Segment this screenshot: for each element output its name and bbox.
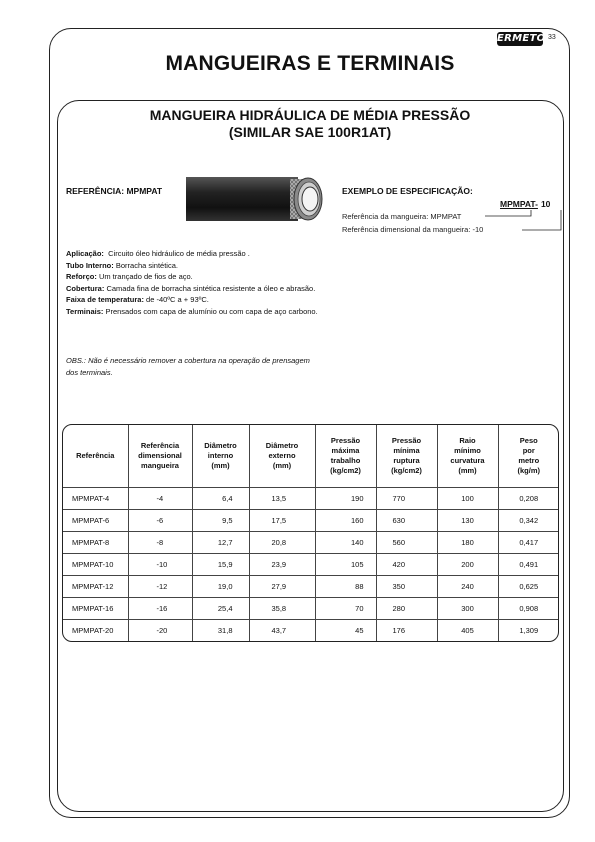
table-cell: 27,9 xyxy=(249,576,315,598)
table-header-row xyxy=(63,425,559,488)
column-header: Diâmetro interno (mm) xyxy=(192,425,249,488)
table-cell: 130 xyxy=(437,510,498,532)
table-cell: 19,0 xyxy=(192,576,249,598)
table-cell: 240 xyxy=(437,576,498,598)
reinforcement-text: Um trançado de fios de aço. xyxy=(98,272,193,281)
table-cell: 15,9 xyxy=(192,554,249,576)
table-cell: 180 xyxy=(437,532,498,554)
table-cell: 405 xyxy=(437,620,498,642)
table-row xyxy=(63,576,559,598)
table-cell: MPMPAT-16 xyxy=(63,598,128,620)
table-cell: -12 xyxy=(128,576,192,598)
table-cell: 88 xyxy=(315,576,376,598)
code-hose-ref: MPMPAT- xyxy=(500,199,538,209)
table-cell: 23,9 xyxy=(249,554,315,576)
ermeto-logo: ERMETO xyxy=(497,33,546,44)
table-cell: 35,8 xyxy=(249,598,315,620)
table-cell: MPMPAT-10 xyxy=(63,554,128,576)
table-cell: 140 xyxy=(315,532,376,554)
spec-connector-lines xyxy=(480,198,565,236)
table-cell: 70 xyxy=(315,598,376,620)
table-cell: MPMPAT-6 xyxy=(63,510,128,532)
table-row xyxy=(63,488,559,510)
table-cell: 0,491 xyxy=(498,554,559,576)
table-cell: 31,8 xyxy=(192,620,249,642)
table-cell: 9,5 xyxy=(192,510,249,532)
cover-text: Camada fina de borracha sintética resistente a óleo e abrasão. xyxy=(106,283,316,293)
table-cell: -4 xyxy=(128,488,192,510)
column-header: Raio mínimo curvatura (mm) xyxy=(437,425,498,488)
hose-image xyxy=(186,174,330,224)
table-cell: -20 xyxy=(128,620,192,642)
spec-hose-reference: Referência da mangueira: MPMPAT xyxy=(342,212,462,221)
table-cell: MPMPAT-4 xyxy=(63,488,128,510)
table-cell: 200 xyxy=(437,554,498,576)
section-subtitle: (SIMILAR SAE 100R1AT) xyxy=(228,124,392,140)
column-header: Referência dimensional mangueira xyxy=(128,425,192,488)
table-cell: 350 xyxy=(376,576,437,598)
table-cell: MPMPAT-12 xyxy=(63,576,128,598)
column-header: Pressão mínima ruptura (kg/cm2) xyxy=(376,425,437,488)
product-description: Aplicação: Circuito óleo hidráulico de média pressão . Tubo Interno: Borracha sintética. Reforço: Um trançado de fios de aço. Cobertura: Camada fina de borracha sintética resistente a óleo e abrasão. Faixa de temperatura: de -40ºC a + 93ºC. Terminais: Prensados com capa de alumínio ou com capa de aço carbono. xyxy=(66,249,318,316)
table-cell: 13,5 xyxy=(249,488,315,510)
page-number: 33 xyxy=(548,34,556,41)
table-cell: 300 xyxy=(437,598,498,620)
table-cell: 0,417 xyxy=(498,532,559,554)
table-cell: 17,5 xyxy=(249,510,315,532)
page-title: MANGUEIRAS E TERMINAIS xyxy=(165,52,455,75)
table-row xyxy=(63,532,559,554)
table-row xyxy=(63,598,559,620)
column-header: Referência xyxy=(63,425,128,488)
table-cell: 0,342 xyxy=(498,510,559,532)
table-cell: 770 xyxy=(376,488,437,510)
table-cell: MPMPAT-8 xyxy=(63,532,128,554)
table-cell: 160 xyxy=(315,510,376,532)
table-cell: -16 xyxy=(128,598,192,620)
fittings-text: Prensados com capa de alumínio ou com capa de aço carbono. xyxy=(105,306,318,316)
specification-example-label: EXEMPLO DE ESPECIFICAÇÃO: xyxy=(342,186,473,196)
table-cell: 0,908 xyxy=(498,598,559,620)
table-cell: 0,208 xyxy=(498,488,559,510)
table-cell: 25,4 xyxy=(192,598,249,620)
table-cell: 100 xyxy=(437,488,498,510)
observation-note: OBS.: Não é necessário remover a cobertura na operação de prensagem dos terminais. xyxy=(66,356,310,377)
table-cell: -10 xyxy=(128,554,192,576)
table-cell: 6,4 xyxy=(192,488,249,510)
table-cell: 20,8 xyxy=(249,532,315,554)
table-cell: 105 xyxy=(315,554,376,576)
table-cell: 1,309 xyxy=(519,626,539,635)
table-cell: MPMPAT-20 xyxy=(63,620,128,642)
table-cell: 560 xyxy=(376,532,437,554)
table-cell: 12,7 xyxy=(192,532,249,554)
column-header: Pressão máxima trabalho (kg/cm2) xyxy=(315,425,376,488)
code-dimension-ref: 10 xyxy=(540,199,551,209)
column-header: Diâmetro externo (mm) xyxy=(249,425,315,488)
reference-label: REFERÊNCIA: MPMPAT xyxy=(66,186,163,196)
temperature-text: de -40ºC a + 93ºC. xyxy=(146,295,209,304)
table-cell: -8 xyxy=(128,532,192,554)
spec-dimension-reference: Referência dimensional da mangueira: -10 xyxy=(342,225,484,234)
table-cell: 0,625 xyxy=(498,576,559,598)
table-cell: -6 xyxy=(128,510,192,532)
table-cell: 45 xyxy=(315,620,376,642)
table-row xyxy=(63,620,559,642)
specifications-table xyxy=(62,424,559,642)
inner-tube-text: Borracha sintética. xyxy=(115,260,178,270)
table-cell: 190 xyxy=(315,488,376,510)
section-title: MANGUEIRA HIDRÁULICA DE MÉDIA PRESSÃO xyxy=(149,107,471,123)
column-header: Peso por metro (kg/m) xyxy=(498,425,559,488)
table-cell: 630 xyxy=(376,510,437,532)
table-cell: 176 xyxy=(376,620,437,642)
application-text: Circuito óleo hidráulico de média pressão . xyxy=(108,249,250,258)
table-cell: 280 xyxy=(376,598,437,620)
table-row xyxy=(63,554,559,576)
table-cell: 420 xyxy=(376,554,437,576)
table-cell: 43,7 xyxy=(249,620,315,642)
table-row xyxy=(63,510,559,532)
